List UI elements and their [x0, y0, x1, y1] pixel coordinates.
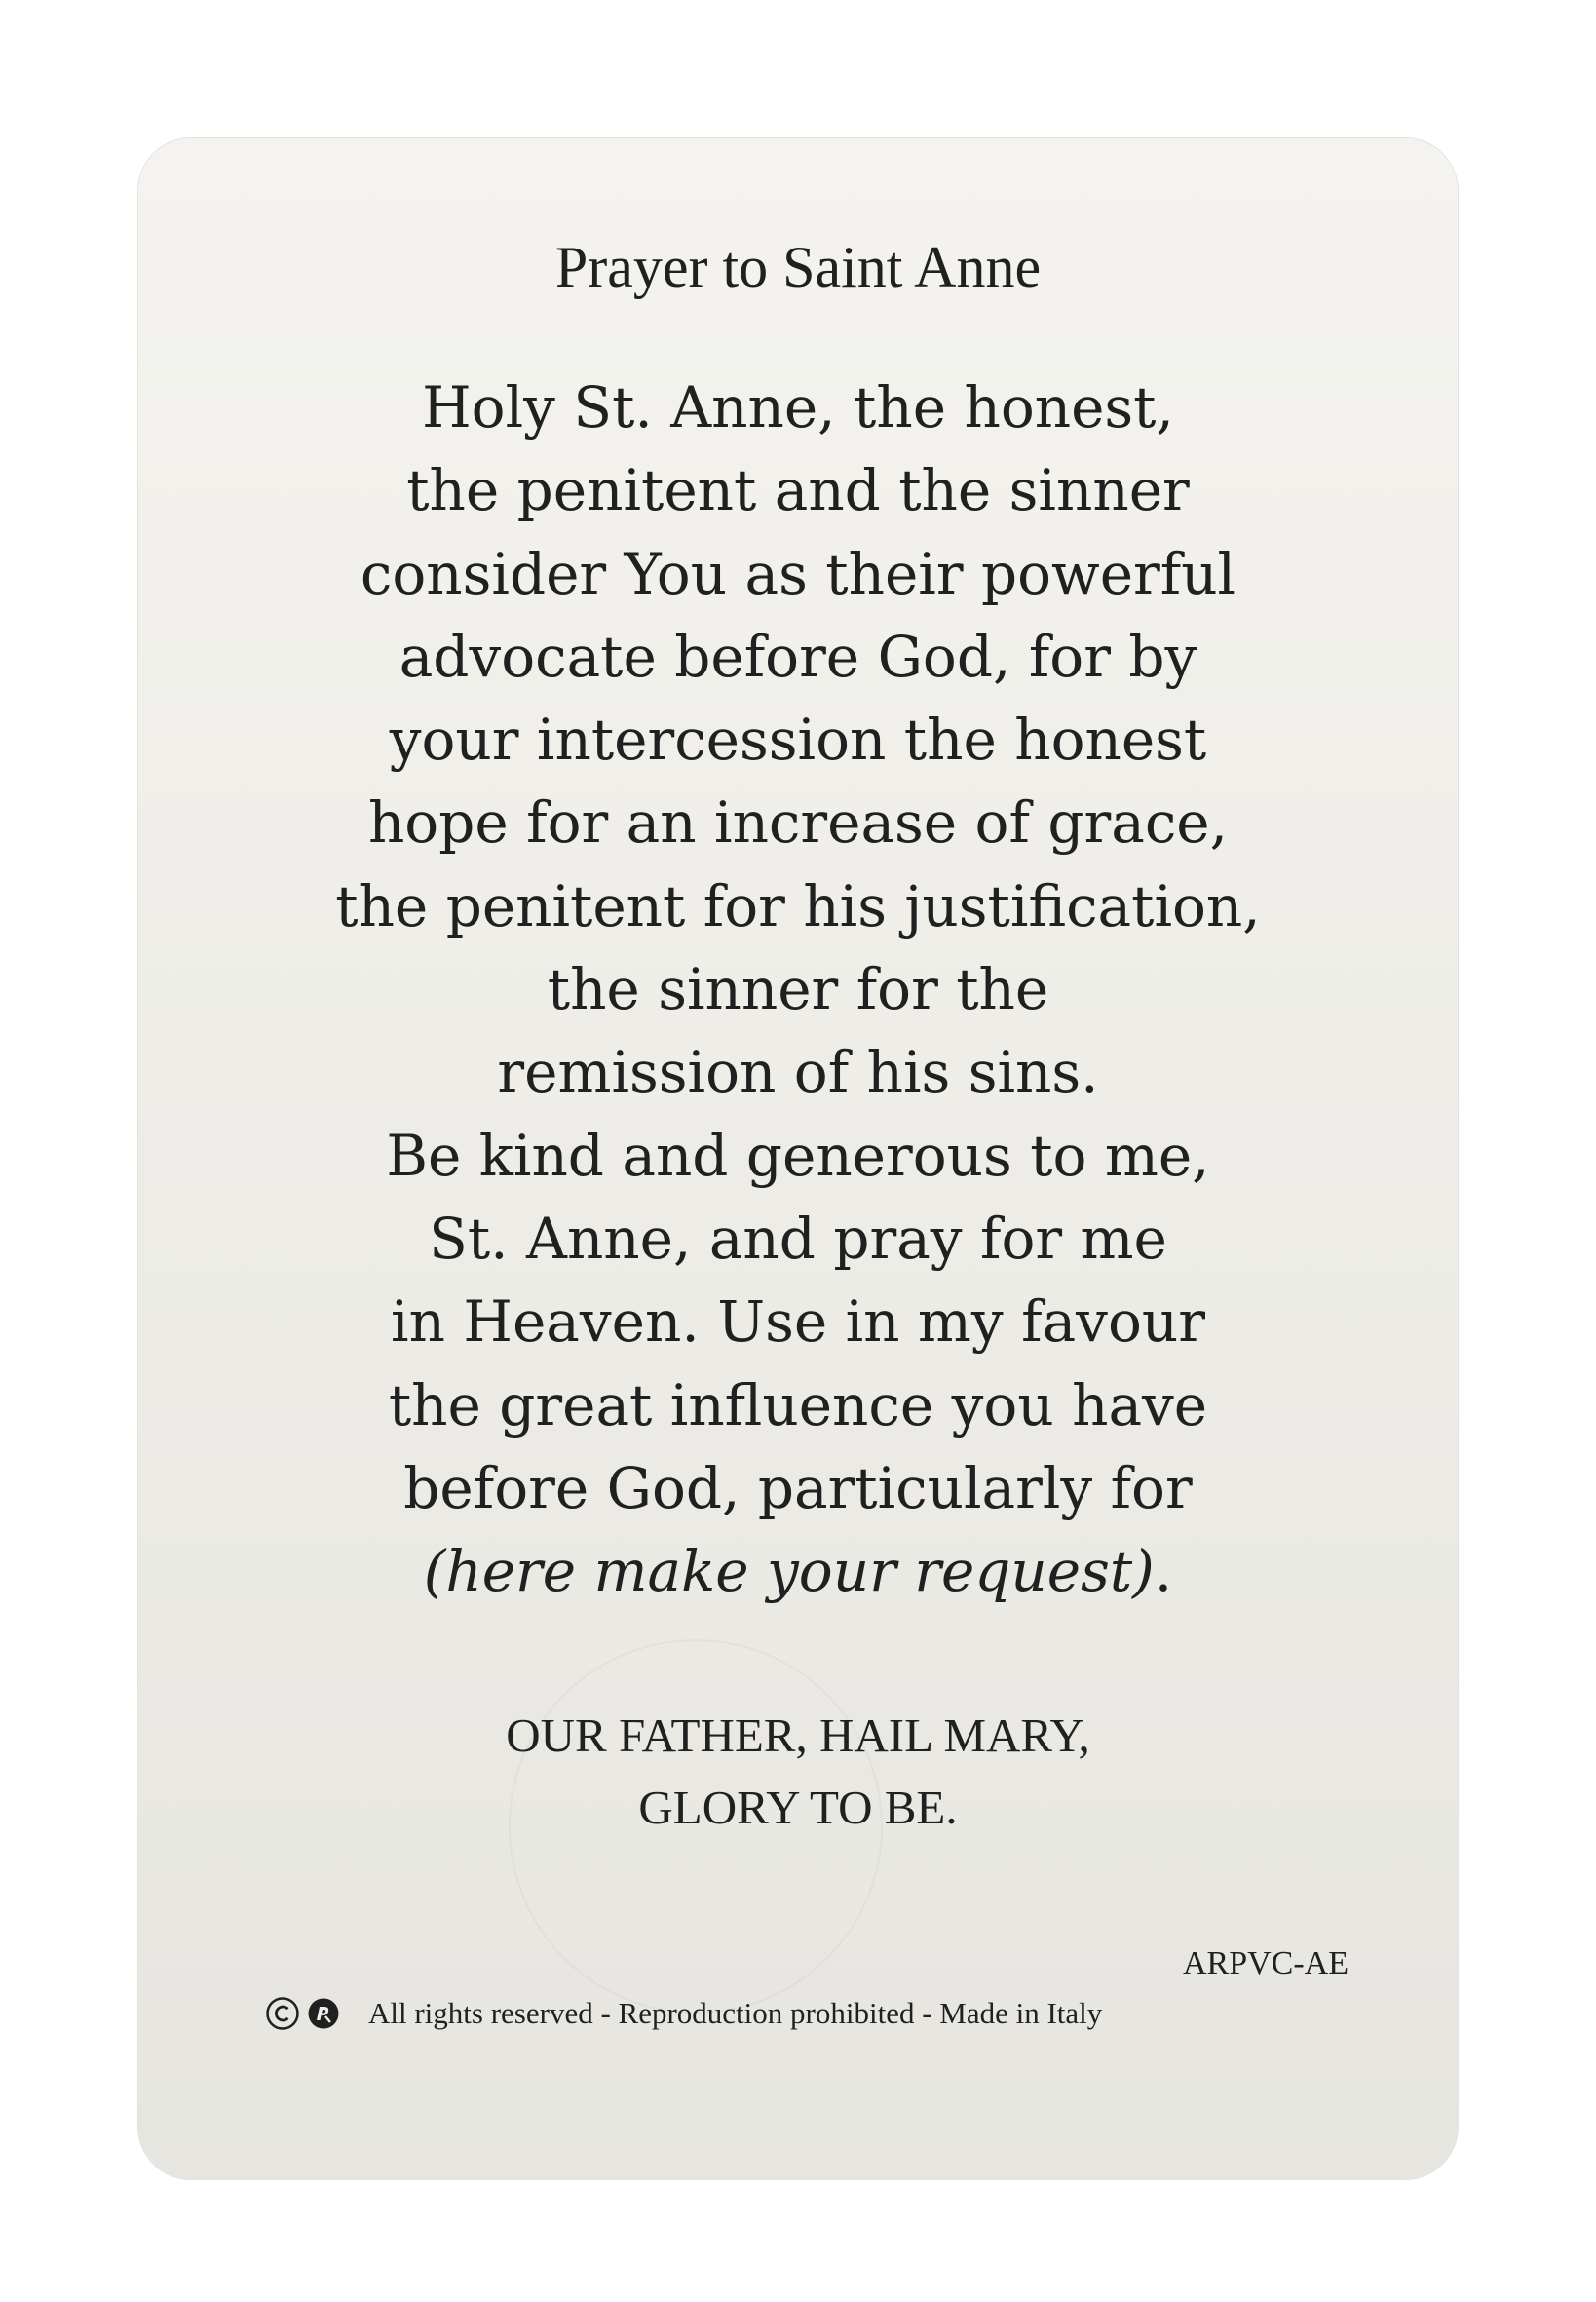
prayer-text — [138, 366, 1458, 1613]
prayer-request-line — [138, 1530, 1458, 1613]
prayer-card — [138, 138, 1458, 2179]
prayer-line: remission of his sins. — [497, 1039, 1099, 1106]
prayer-line: in Heaven. Use in my favour — [391, 1288, 1205, 1356]
publisher-logo-icon — [306, 1996, 341, 2031]
closing-line: OUR FATHER, HAIL MARY, — [506, 1708, 1090, 1762]
request-period: . — [1154, 1538, 1173, 1605]
prayer-line: hope for an increase of grace, — [367, 789, 1229, 857]
prayer-line: advocate before God, for by — [399, 623, 1197, 690]
prayer-line: St. Anne, and pray for me — [429, 1205, 1167, 1272]
closing-line: GLORY TO BE. — [638, 1781, 958, 1834]
card-title: Prayer to Saint Anne — [554, 235, 1042, 299]
product-code: ARPVC-AE — [1182, 1945, 1349, 1981]
closing-prayers — [138, 1700, 1458, 1844]
rights-footer — [265, 1990, 1102, 2037]
rights-text: All rights reserved - Reproduction prohibited - Made in Italy — [368, 1996, 1103, 2030]
prayer-line: Be kind and generous to me, — [386, 1122, 1210, 1189]
prayer-line: the great influence you have — [388, 1371, 1208, 1439]
request-instruction: (here make your request) — [423, 1538, 1155, 1605]
prayer-line: your intercession the honest — [389, 707, 1207, 774]
prayer-line: the penitent and the sinner — [406, 457, 1190, 524]
prayer-line: the sinner for the — [547, 956, 1049, 1023]
prayer-line: consider You as their powerful — [360, 540, 1236, 607]
prayer-line: before God, particularly for — [403, 1454, 1193, 1521]
prayer-line: the penitent for his justification, — [335, 872, 1261, 940]
copyright-icon — [265, 1996, 300, 2031]
prayer-line: Holy St. Anne, the honest, — [422, 374, 1174, 441]
